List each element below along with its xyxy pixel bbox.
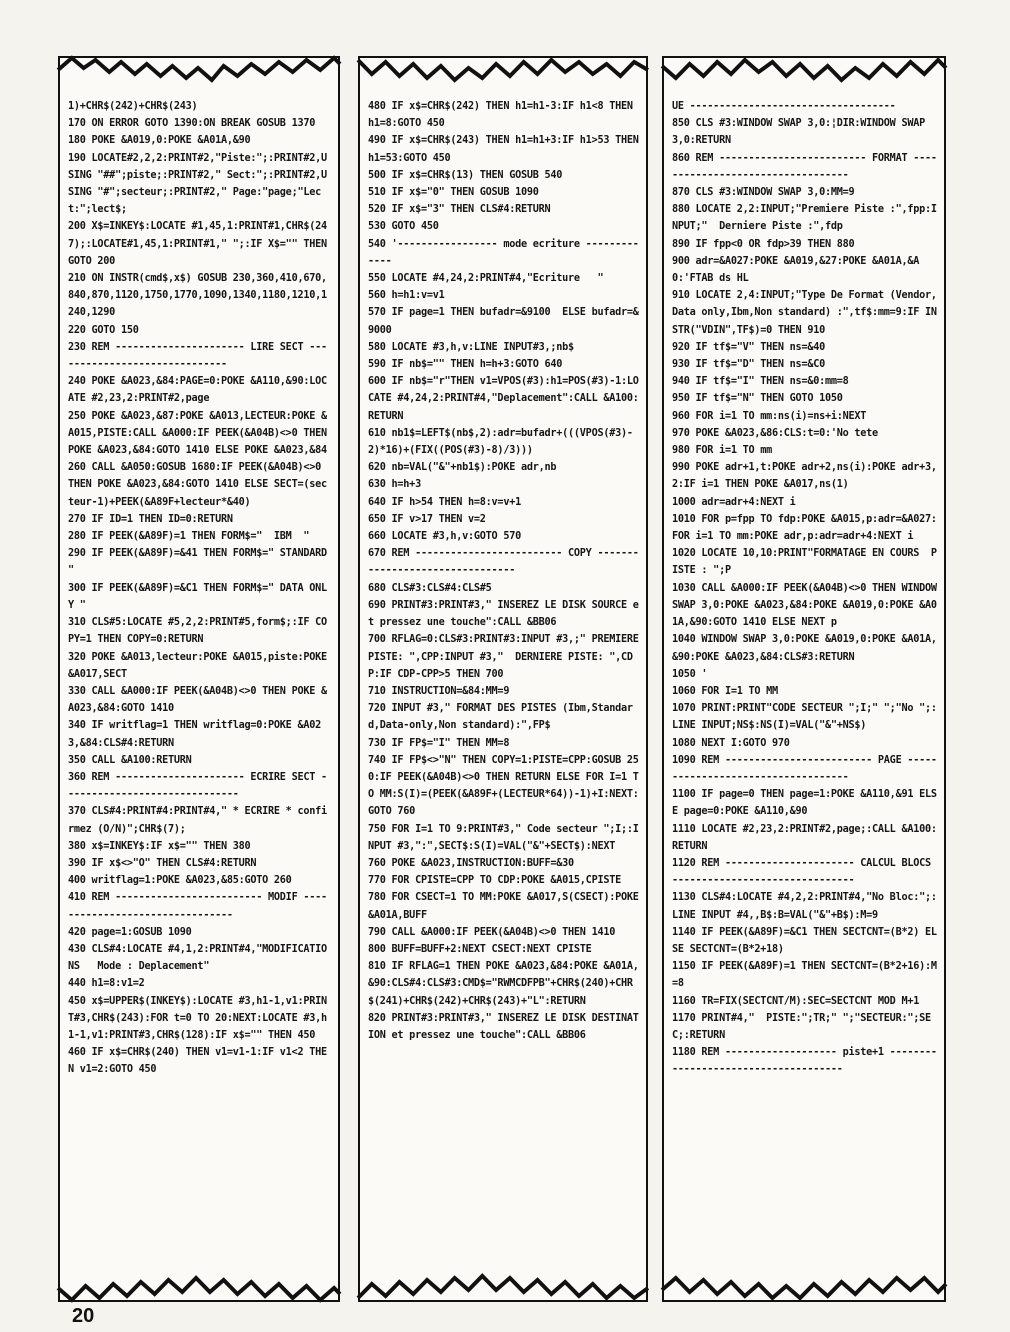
code-line: 230 REM ---------------------- LIRE SECT ------------------------------ (68, 341, 327, 371)
code-line: 570 IF page=1 THEN bufadr=&9100 ELSE bufadr=&9000 (368, 307, 639, 336)
code-line: 410 REM ------------------------- MODIF -------------------------------- (68, 892, 327, 921)
code-line: 1000 adr=adr+4:NEXT i (672, 496, 796, 508)
code-line: 1090 REM ------------------------- PAGE ----------------------------------- (672, 754, 937, 783)
code-line: 610 nb1$=LEFT$(nb$,2):adr=bufadr+(((VPOS(#3)-2)*16)+(FIX((POS(#3)-8)/3))) (368, 427, 633, 457)
code-line: 460 IF x$=CHR$(240) THEN v1=v1-1:IF v1<2 THEN v1=2:GOTO 450 (68, 1047, 327, 1076)
code-line: 740 IF FP$<>"N" THEN COPY=1:PISTE=CPP:GOSUB 250:IF PEEK(&A04B)<>0 THEN RETURN ELSE FOR I=1 TO MM:S(I)=(PEEK(&A89F+(LECTEUR*64))-1)+I:NEXT:GOTO 760 (368, 754, 639, 818)
code-line: 1060 FOR I=1 TO MM (672, 685, 778, 697)
torn-edge-top (58, 56, 340, 86)
code-line: 1020 LOCATE 10,10:PRINT"FORMATAGE EN COURS PISTE : ";P (672, 548, 937, 577)
code-line: 900 adr=&A027:POKE &A019,&27:POKE &A01A,&A0:'FTAB ds HL (672, 255, 920, 285)
code-line: 810 IF RFLAG=1 THEN POKE &A023,&84:POKE &A01A,&90:CLS#4:CLS#3:CMD$="RWMCDFPB"+CHR$(240)+CHR$(241)+CHR$(242)+CHR$(243)+"L":RETURN (368, 961, 639, 1007)
code-line: 450 x$=UPPER$(INKEY$):LOCATE #3,h1-1,v1:PRINT#3,CHR$(243):FOR t=0 TO 20:NEXT:LOCATE #3,h1-1,v1:PRINT#3,CHR$(128):IF x$="" THEN 450 (68, 995, 327, 1041)
code-line: 370 CLS#4:PRINT#4:PRINT#4," * ECRIRE * confirmez (O/N)";CHR$(7); (68, 806, 327, 835)
code-line: 660 LOCATE #3,h,v:GOTO 570 (368, 531, 521, 543)
code-line: 820 PRINT#3:PRINT#3," INSEREZ LE DISK DESTINATION et pressez une touche":CALL &BB06 (368, 1012, 639, 1041)
code-line: 870 CLS #3:WINDOW SWAP 3,0:MM=9 (672, 187, 855, 199)
code-line: 1130 CLS#4:LOCATE #4,2,2:PRINT#4,"No Bloc:";:LINE INPUT #4,,B$:B=VAL("&"+B$):M=9 (672, 892, 937, 921)
code-line: 340 IF writflag=1 THEN writflag=0:POKE &A023,&84:CLS#4:RETURN (68, 720, 321, 749)
torn-edge-bottom (662, 1272, 946, 1302)
listing-column-1 (58, 56, 340, 1302)
code-line: 680 CLS#3:CLS#4:CLS#5 (368, 582, 492, 594)
code-line: 600 IF nb$="r"THEN v1=VPOS(#3):h1=POS(#3)-1:LOCATE #4,24,2:PRINT#4,"Deplacement":CALL &A100:RETURN (368, 376, 639, 422)
code-line: 240 POKE &A023,&84:PAGE=0:POKE &A110,&90:LOCATE #2,23,2:PRINT#2,page (68, 376, 327, 405)
code-line: 550 LOCATE #4,24,2:PRINT#4,"Ecriture " (368, 273, 604, 285)
code-line: 430 CLS#4:LOCATE #4,1,2:PRINT#4,"MODIFICATIONS Mode : Deplacement" (68, 943, 327, 973)
code-line: 1160 TR=FIX(SECTCNT/M):SEC=SECTCNT MOD M+1 (672, 995, 920, 1007)
code-line: 710 INSTRUCTION=&84:MM=9 (368, 685, 510, 697)
code-line: 350 CALL &A100:RETURN (68, 754, 192, 766)
code-line: 500 IF x$=CHR$(13) THEN GOSUB 540 (368, 169, 563, 181)
code-line: 860 REM ------------------------- FORMAT ---------------------------------- (672, 152, 937, 181)
code-line: 200 X$=INKEY$:LOCATE #1,45,1:PRINT#1,CHR$(247);:LOCATE#1,45,1:PRINT#1," ";:IF X$="" THEN GOTO 200 (68, 221, 333, 267)
code-line: 420 page=1:GOSUB 1090 (68, 926, 192, 938)
code-listing (672, 98, 943, 1266)
code-line: 170 ON ERROR GOTO 1390:ON BREAK GOSUB 1370 (68, 118, 316, 130)
code-line: 390 IF x$<>"O" THEN CLS#4:RETURN (68, 857, 257, 869)
code-line: 580 LOCATE #3,h,v:LINE INPUT#3,;nb$ (368, 341, 574, 353)
code-line: 990 POKE adr+1,t:POKE adr+2,ns(i):POKE adr+3,2:IF i=1 THEN POKE &A017,ns(1) (672, 462, 937, 491)
code-line: 270 IF ID=1 THEN ID=0:RETURN (68, 513, 233, 525)
code-line: 1)+CHR$(242)+CHR$(243) (68, 101, 198, 112)
code-line: 1100 IF page=0 THEN page=1:POKE &A110,&91 ELSE page=0:POKE &A110,&90 (672, 789, 937, 818)
page-number: 20 (72, 1305, 95, 1327)
code-line: 280 IF PEEK(&A89F)=1 THEN FORM$=" IBM " (68, 531, 310, 543)
code-line: 510 IF x$="0" THEN GOSUB 1090 (368, 187, 539, 199)
code-line: 180 POKE &A019,0:POKE &A01A,&90 (68, 135, 251, 147)
code-line: 960 FOR i=1 TO mm:ns(i)=ns+i:NEXT (672, 410, 867, 422)
code-line: 630 h=h+3 (368, 479, 421, 491)
code-line: 250 POKE &A023,&87:POKE &A013,LECTEUR:POKE &A015,PISTE:CALL &A000:IF PEEK(&A04B)<>0 THEN POKE &A023,&84:GOTO 1410 ELSE POKE &A023,&84 (68, 410, 333, 457)
code-line: 290 IF PEEK(&A89F)=&41 THEN FORM$=" STANDARD " (68, 548, 333, 577)
code-line: 650 IF v>17 THEN v=2 (368, 513, 486, 525)
code-listing (68, 98, 332, 1266)
code-line: 1010 FOR p=fpp TO fdp:POKE &A015,p:adr=&A027:FOR i=1 TO mm:POKE adr,p:adr=adr+4:NEXT i (672, 513, 937, 543)
code-line: 910 LOCATE 2,4:INPUT;"Type De Format (Vendor,Data only,Ibm,Non standard) :",tf$:mm=9:IF INSTR("VDIN",TF$)=0 THEN 910 (672, 290, 937, 336)
code-line: 1180 REM ------------------- piste+1 ------------------------------------- (672, 1047, 937, 1076)
code-line: 620 nb=VAL("&"+nb1$):POKE adr,nb (368, 462, 557, 474)
code-line: 520 IF x$="3" THEN CLS#4:RETURN (368, 204, 551, 216)
code-line: 890 IF fpp<0 OR fdp>39 THEN 880 (672, 238, 855, 250)
code-line: 1170 PRINT#4," PISTE:";TR;" ";"SECTEUR:";SEC;:RETURN (672, 1012, 931, 1041)
code-line: 780 FOR CSECT=1 TO MM:POKE &A017,S(CSECT):POKE &A01A,BUFF (368, 892, 645, 921)
code-line: 940 IF tf$="I" THEN ns=&0:mm=8 (672, 376, 849, 388)
code-line: 210 ON INSTR(cmd$,x$) GOSUB 230,360,410,670,840,870,1120,1750,1770,1090,1340,1180,1210,1240,1290 (68, 273, 327, 319)
torn-edge-bottom (58, 1272, 340, 1302)
code-line: 880 LOCATE 2,2:INPUT;"Premiere Piste :",fpp:INPUT;" Derniere Piste :",fdp (672, 204, 937, 233)
code-line: 720 INPUT #3," FORMAT DES PISTES (Ibm,Standard,Data-only,Non standard):",FP$ (368, 703, 633, 732)
code-line: 530 GOTO 450 (368, 221, 439, 233)
code-line: 480 IF x$=CHR$(242) THEN h1=h1-3:IF h1<8 THEN h1=8:GOTO 450 (368, 101, 639, 130)
code-line: 790 CALL &A000:IF PEEK(&A04B)<>0 THEN 1410 (368, 926, 616, 938)
code-line: 730 IF FP$="I" THEN MM=8 (368, 737, 510, 749)
code-line: 400 writflag=1:POKE &A023,&85:GOTO 260 (68, 875, 292, 887)
code-listing (368, 98, 645, 1266)
code-line: 800 BUFF=BUFF+2:NEXT CSECT:NEXT CPISTE (368, 943, 592, 955)
code-line: 1110 LOCATE #2,23,2:PRINT#2,page;:CALL &A100:RETURN (672, 823, 937, 852)
code-line: 750 FOR I=1 TO 9:PRINT#3," Code secteur ";I;:INPUT #3,":",SECT$:S(I)=VAL("&"+SECT$):NEXT (368, 823, 639, 852)
code-line: 310 CLS#5:LOCATE #5,2,2:PRINT#5,form$;:IF COPY=1 THEN COPY=0:RETURN (68, 617, 327, 646)
code-line: 1050 ' (672, 668, 708, 680)
code-line: 700 RFLAG=0:CLS#3:PRINT#3:INPUT #3,;" PREMIERE PISTE: ",CPP:INPUT #3," DERNIERE PISTE: ",CDP:IF CDP-CPP>5 THEN 700 (368, 634, 645, 680)
torn-edge-top (358, 56, 648, 86)
code-line: 320 POKE &A013,lecteur:POKE &A015,piste:POKE &A017,SECT (68, 651, 333, 680)
code-line: 920 IF tf$="V" THEN ns=&40 (672, 341, 825, 353)
code-line: 540 '----------------- mode ecriture ------------- (368, 238, 639, 267)
code-line: 950 IF tf$="N" THEN GOTO 1050 (672, 393, 843, 405)
code-line: 1150 IF PEEK(&A89F)=1 THEN SECTCNT=(B*2+16):M=8 (672, 961, 937, 990)
code-line: 1070 PRINT:PRINT"CODE SECTEUR ";I;" ";"No ";:LINE INPUT;NS$:NS(I)=VAL("&"+NS$) (672, 703, 937, 732)
torn-edge-bottom (358, 1272, 648, 1302)
code-line: 970 POKE &A023,&86:CLS:t=0:'No tete (672, 427, 878, 439)
code-line: 300 IF PEEK(&A89F)=&C1 THEN FORM$=" DATA ONLY " (68, 582, 327, 611)
code-line: 770 FOR CPISTE=CPP TO CDP:POKE &A015,CPISTE (368, 875, 621, 887)
code-line: 1030 CALL &A000:IF PEEK(&A04B)<>0 THEN WINDOW SWAP 3,0:POKE &A023,&84:POKE &A019,0:POKE &A01A,&90:GOTO 1410 ELSE NEXT p (672, 582, 943, 629)
code-line: 220 GOTO 150 (68, 324, 139, 336)
code-line: 930 IF tf$="D" THEN ns=&C0 (672, 359, 825, 371)
code-line: UE ----------------------------------- (672, 101, 896, 112)
listing-column-3 (662, 56, 946, 1302)
code-line: 980 FOR i=1 TO mm (672, 445, 773, 457)
listing-column-2 (358, 56, 648, 1302)
code-line: 260 CALL &A050:GOSUB 1680:IF PEEK(&A04B)<>0 THEN POKE &A023,&84:GOTO 1410 ELSE SECT=(secteur-1)+PEEK(&A89F+lecteur*&40) (68, 462, 327, 508)
code-line: 330 CALL &A000:IF PEEK(&A04B)<>0 THEN POKE &A023,&84:GOTO 1410 (68, 685, 327, 715)
code-line: 360 REM ---------------------- ECRIRE SECT ------------------------------ (68, 771, 327, 801)
code-line: 1140 IF PEEK(&A89F)=&C1 THEN SECTCNT=(B*2) ELSE SECTCNT=(B*2+18) (672, 926, 937, 955)
code-line: 760 POKE &A023,INSTRUCTION:BUFF=&30 (368, 857, 574, 869)
code-line: 380 x$=INKEY$:IF x$="" THEN 380 (68, 840, 251, 852)
torn-edge-top (662, 56, 946, 86)
code-line: 490 IF x$=CHR$(243) THEN h1=h1+3:IF h1>53 THEN h1=53:GOTO 450 (368, 135, 645, 164)
code-line: 1120 REM ---------------------- CALCUL BLOCS ------------------------------- (672, 857, 937, 887)
code-line: 560 h=h1:v=v1 (368, 290, 445, 302)
code-line: 850 CLS #3:WINDOW SWAP 3,0:¦DIR:WINDOW SWAP 3,0:RETURN (672, 118, 931, 147)
code-line: 190 LOCATE#2,2,2:PRINT#2,"Piste:";:PRINT#2,USING "##";piste;:PRINT#2," Sect:";:PRINT#2,USING "#";secteur;:PRINT#2," Page:"page;"Lect:";lect$; (68, 152, 327, 216)
code-line: 640 IF h>54 THEN h=8:v=v+1 (368, 496, 521, 508)
code-line: 440 h1=8:v1=2 (68, 978, 145, 990)
code-line: 590 IF nb$="" THEN h=h+3:GOTO 640 (368, 359, 563, 371)
code-line: 1080 NEXT I:GOTO 970 (672, 737, 790, 749)
code-line: 690 PRINT#3:PRINT#3," INSEREZ LE DISK SOURCE et pressez une touche":CALL &BB06 (368, 599, 639, 629)
code-line: 670 REM ------------------------- COPY -------------------------------- (368, 548, 639, 577)
code-line: 1040 WINDOW SWAP 3,0:POKE &A019,0:POKE &A01A,&90:POKE &A023,&84:CLS#3:RETURN (672, 634, 937, 663)
